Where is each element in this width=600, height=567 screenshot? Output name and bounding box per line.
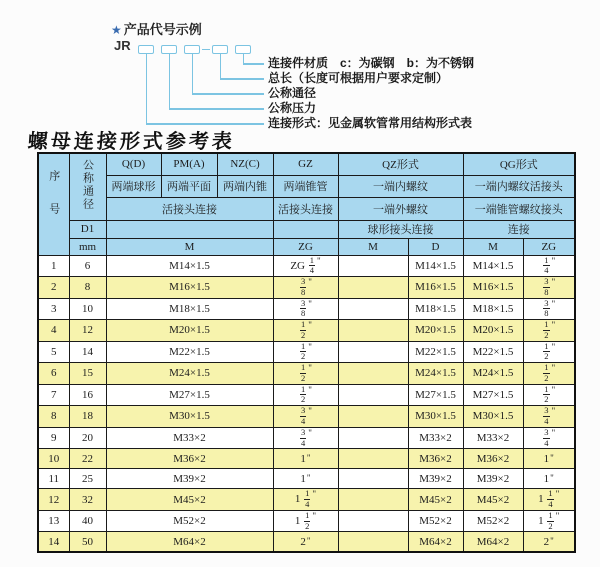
table-row — [38, 384, 575, 406]
cell-m: M33×2 — [106, 427, 273, 449]
cell-no: 13 — [38, 510, 69, 532]
header-qz-row2: 一端内螺纹 — [338, 175, 463, 197]
cell-qg_zg: 2" — [523, 532, 575, 552]
cell-dn: 20 — [69, 427, 106, 449]
code-dash — [202, 49, 210, 51]
header-qz-title: QZ形式 — [338, 153, 463, 175]
table-row — [38, 298, 575, 320]
cell-qg_m: M20×1.5 — [463, 320, 523, 342]
header-qz-row3: 一端外螺纹 — [338, 197, 463, 220]
cell-gz_zg: 1 $\frac{1}{2}$ " — [273, 510, 338, 532]
header-qz-unit-d: D — [408, 238, 463, 255]
header-code-gz: GZ — [273, 153, 338, 175]
header-mm: mm — [69, 238, 106, 255]
cell-dn: 6 — [69, 255, 106, 277]
code-box-5 — [235, 45, 251, 54]
cell-dn: 25 — [69, 469, 106, 489]
cell-qz_d: M39×2 — [408, 469, 463, 489]
cell-gz_zg: $\frac{1}{2}$ " — [273, 363, 338, 385]
cell-dn: 12 — [69, 320, 106, 342]
header-qz-row4: 球形接头连接 — [338, 220, 463, 238]
header-qg-unit-zg: ZG — [523, 238, 575, 255]
table-row — [38, 406, 575, 428]
cell-qg_m: M16×1.5 — [463, 277, 523, 299]
cell-dn: 50 — [69, 532, 106, 552]
cell-m: M24×1.5 — [106, 363, 273, 385]
nut-connection-table — [37, 152, 576, 553]
cell-qz_d: M22×1.5 — [408, 341, 463, 363]
cell-dn: 16 — [69, 384, 106, 406]
cell-m: M20×1.5 — [106, 320, 273, 342]
cell-qg_m: M52×2 — [463, 510, 523, 532]
table-row — [38, 277, 575, 299]
cell-qg_zg: $\frac{1}{2}$ " — [523, 363, 575, 385]
table-row — [38, 363, 575, 385]
cell-qz_d: M52×2 — [408, 510, 463, 532]
code-prefix: JR — [114, 38, 131, 53]
cell-qg_zg: $\frac{3}{4}$ " — [523, 427, 575, 449]
header-qg-row3: 一端锥管螺纹接头 — [463, 197, 575, 220]
cell-qz_d: M33×2 — [408, 427, 463, 449]
cell-dn: 18 — [69, 406, 106, 428]
cell-no: 10 — [38, 449, 69, 469]
header-end-pma: 两端平面 — [161, 175, 217, 197]
header-blank-gz — [273, 220, 338, 238]
table-row — [38, 489, 575, 511]
header-qg-unit-m: M — [463, 238, 523, 255]
label-nominal-bore: 公称通径 — [268, 86, 317, 100]
cell-qz_d: M30×1.5 — [408, 406, 463, 428]
cell-qz_m — [338, 427, 408, 449]
cell-m: M36×2 — [106, 449, 273, 469]
table-row — [38, 427, 575, 449]
code-box-1 — [138, 45, 154, 54]
cell-qz_m — [338, 449, 408, 469]
cell-qg_zg: $\frac{3}{4}$ " — [523, 406, 575, 428]
cell-gz_zg: $\frac{3}{8}$ " — [273, 298, 338, 320]
cell-qg_m: M30×1.5 — [463, 406, 523, 428]
cell-qz_m — [338, 469, 408, 489]
table-row — [38, 255, 575, 277]
cell-no: 9 — [38, 427, 69, 449]
cell-qg_zg: 1" — [523, 449, 575, 469]
leader-line — [220, 78, 265, 80]
header-union-gz: 活接头连接 — [273, 197, 338, 220]
star-icon: ★ — [111, 23, 122, 37]
header-end-gz: 两端锥管 — [273, 175, 338, 197]
leader-line — [220, 54, 222, 78]
cell-m: M14×1.5 — [106, 255, 273, 277]
cell-no: 7 — [38, 384, 69, 406]
header-qg-row4: 连接 — [463, 220, 575, 238]
cell-qg_zg: 1" — [523, 469, 575, 489]
cell-qz_d: M14×1.5 — [408, 255, 463, 277]
cell-dn: 40 — [69, 510, 106, 532]
label-material: 连接件材质 c：为碳钢 b：为不锈钢 — [268, 56, 475, 70]
leader-line — [192, 93, 265, 95]
cell-qz_d: M18×1.5 — [408, 298, 463, 320]
cell-qg_m: M22×1.5 — [463, 341, 523, 363]
cell-no: 2 — [38, 277, 69, 299]
cell-dn: 14 — [69, 341, 106, 363]
cell-qz_m — [338, 341, 408, 363]
cell-qg_zg: $\frac{1}{2}$ " — [523, 341, 575, 363]
cell-qz_m — [338, 510, 408, 532]
cell-qg_m: M64×2 — [463, 532, 523, 552]
cell-dn: 10 — [69, 298, 106, 320]
diagram-heading — [111, 19, 202, 38]
cell-qz_d: M64×2 — [408, 532, 463, 552]
leader-line — [169, 54, 171, 108]
cell-qz_d: M20×1.5 — [408, 320, 463, 342]
header-union-left: 活接头连接 — [106, 197, 273, 220]
cell-dn: 32 — [69, 489, 106, 511]
cell-m: M64×2 — [106, 532, 273, 552]
cell-gz_zg: $\frac{1}{2}$ " — [273, 320, 338, 342]
header-unit-m: M — [106, 238, 273, 255]
cell-qz_m — [338, 320, 408, 342]
leader-line — [146, 54, 148, 123]
label-nominal-pressure: 公称压力 — [268, 101, 317, 115]
cell-no: 5 — [38, 341, 69, 363]
cell-qg_m: M18×1.5 — [463, 298, 523, 320]
cell-qz_m — [338, 255, 408, 277]
header-d1: D1 — [69, 220, 106, 238]
table-row — [38, 320, 575, 342]
header-dn: 公称通径 — [69, 153, 106, 220]
cell-qg_m: M45×2 — [463, 489, 523, 511]
cell-qz_d: M24×1.5 — [408, 363, 463, 385]
cell-no: 1 — [38, 255, 69, 277]
cell-qg_zg: $\frac{1}{2}$ " — [523, 320, 575, 342]
cell-m: M39×2 — [106, 469, 273, 489]
cell-gz_zg: 1 $\frac{1}{4}$ " — [273, 489, 338, 511]
cell-qg_zg: 1 $\frac{1}{2}$ " — [523, 510, 575, 532]
cell-m: M30×1.5 — [106, 406, 273, 428]
cell-gz_zg: 2" — [273, 532, 338, 552]
header-qg-title: QG形式 — [463, 153, 575, 175]
cell-m: M16×1.5 — [106, 277, 273, 299]
table-row — [38, 341, 575, 363]
cell-dn: 22 — [69, 449, 106, 469]
cell-no: 6 — [38, 363, 69, 385]
cell-qg_zg: $\frac{1}{2}$ " — [523, 384, 575, 406]
header-code-qd: Q(D) — [106, 153, 161, 175]
cell-gz_zg: ZG $\frac{1}{4}$ " — [273, 255, 338, 277]
leader-line — [169, 108, 265, 110]
cell-qz_m — [338, 298, 408, 320]
cell-gz_zg: 1" — [273, 449, 338, 469]
cell-gz_zg: 1" — [273, 469, 338, 489]
cell-qg_zg: $\frac{3}{8}$ " — [523, 277, 575, 299]
cell-dn: 8 — [69, 277, 106, 299]
cell-no: 12 — [38, 489, 69, 511]
header-end-qd: 两端球形 — [106, 175, 161, 197]
cell-gz_zg: $\frac{3}{4}$ " — [273, 427, 338, 449]
header-qz-unit-m: M — [338, 238, 408, 255]
cell-qg_m: M36×2 — [463, 449, 523, 469]
header-serial: 序号 — [38, 153, 69, 255]
cell-gz_zg: $\frac{3}{8}$ " — [273, 277, 338, 299]
cell-qg_m: M14×1.5 — [463, 255, 523, 277]
cell-qz_m — [338, 406, 408, 428]
header-qg-row2: 一端内螺纹活接头 — [463, 175, 575, 197]
cell-qz_m — [338, 532, 408, 552]
product-code-diagram — [0, 0, 600, 130]
header-end-nzc: 两端内锥 — [217, 175, 273, 197]
cell-m: M27×1.5 — [106, 384, 273, 406]
header-unit-zg: ZG — [273, 238, 338, 255]
cell-no: 11 — [38, 469, 69, 489]
table-row — [38, 532, 575, 552]
table-body — [38, 255, 575, 552]
cell-qz_m — [338, 489, 408, 511]
cell-m: M52×2 — [106, 510, 273, 532]
cell-qz_d: M27×1.5 — [408, 384, 463, 406]
table-row — [38, 510, 575, 532]
cell-qg_m: M27×1.5 — [463, 384, 523, 406]
cell-gz_zg: $\frac{1}{2}$ " — [273, 341, 338, 363]
cell-qg_m: M33×2 — [463, 427, 523, 449]
cell-qz_m — [338, 363, 408, 385]
cell-no: 4 — [38, 320, 69, 342]
cell-qg_m: M39×2 — [463, 469, 523, 489]
cell-gz_zg: $\frac{1}{2}$ " — [273, 384, 338, 406]
cell-qz_m — [338, 277, 408, 299]
header-code-pma: PM(A) — [161, 153, 217, 175]
cell-qz_d: M36×2 — [408, 449, 463, 469]
cell-m: M22×1.5 — [106, 341, 273, 363]
cell-no: 8 — [38, 406, 69, 428]
leader-line — [243, 63, 265, 65]
cell-qz_d: M45×2 — [408, 489, 463, 511]
label-connection-form: 连接形式：见金属软管常用结构形式表 — [268, 116, 473, 130]
cell-qg_zg: $\frac{3}{8}$ " — [523, 298, 575, 320]
cell-qg_zg: $\frac{1}{4}$ " — [523, 255, 575, 277]
leader-line — [243, 54, 245, 63]
page-title: 螺母连接形式参考表 — [27, 129, 236, 153]
label-total-length: 总长（长度可根据用户要求定制） — [268, 71, 449, 85]
table-row — [38, 469, 575, 489]
diagram-heading-text: 产品代号示例 — [123, 22, 202, 37]
cell-no: 14 — [38, 532, 69, 552]
cell-dn: 15 — [69, 363, 106, 385]
header-code-nzc: NZ(C) — [217, 153, 273, 175]
header-blank-left — [106, 220, 273, 238]
cell-qg_zg: 1 $\frac{1}{4}$ " — [523, 489, 575, 511]
cell-qg_m: M24×1.5 — [463, 363, 523, 385]
cell-m: M45×2 — [106, 489, 273, 511]
code-box-2 — [161, 45, 177, 54]
code-box-4 — [212, 45, 228, 54]
leader-line — [192, 54, 194, 93]
cell-no: 3 — [38, 298, 69, 320]
table-row — [38, 449, 575, 469]
cell-gz_zg: $\frac{3}{4}$ " — [273, 406, 338, 428]
cell-m: M18×1.5 — [106, 298, 273, 320]
cell-qz_d: M16×1.5 — [408, 277, 463, 299]
code-box-3 — [184, 45, 200, 54]
cell-qz_m — [338, 384, 408, 406]
